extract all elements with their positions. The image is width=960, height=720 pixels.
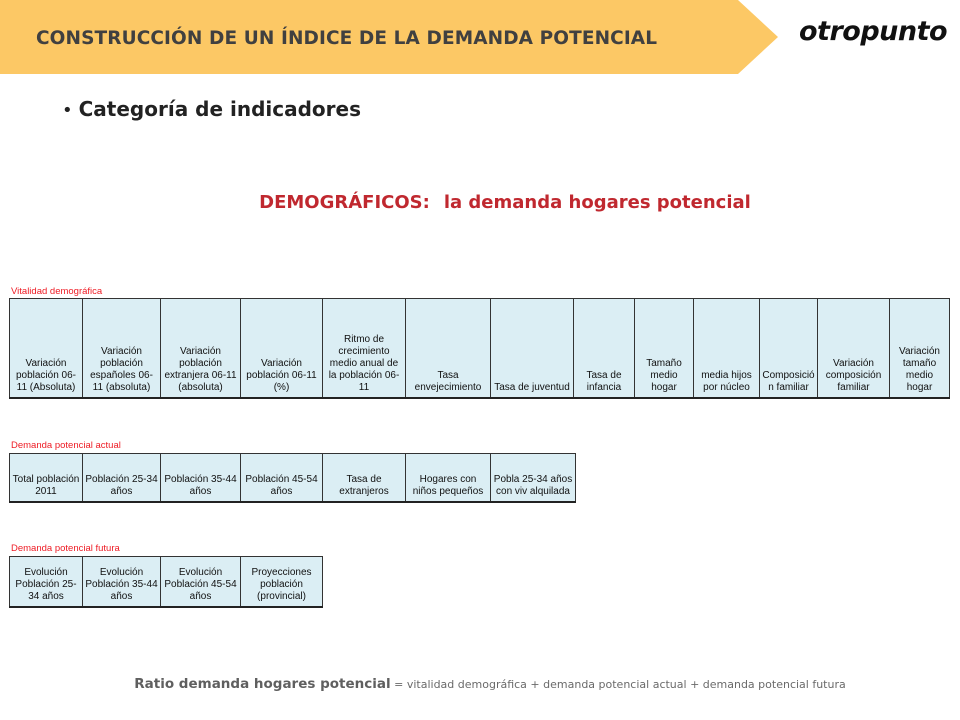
actual-cell: Población 25-34 años xyxy=(83,454,161,503)
subtitle-category: DEMOGRÁFICOS: xyxy=(259,192,430,213)
futura-cell: Proyecciones población (provincial) xyxy=(241,557,323,608)
futura-cell: Evolución Población 35-44 años xyxy=(83,557,161,608)
vitalidad-cell: Tasa envejecimiento xyxy=(406,299,491,399)
vitalidad-cell: Variación composición familiar xyxy=(818,299,890,399)
vitalidad-cell: Tasa de juventud xyxy=(491,299,574,399)
vitalidad-table xyxy=(9,298,950,399)
vitalidad-cell: Variación población españoles 06-11 (absoluta) xyxy=(83,299,161,399)
actual-cell: Tasa de extranjeros xyxy=(323,454,406,503)
footer-formula xyxy=(0,676,960,692)
bullet-icon: • xyxy=(62,100,73,121)
vitalidad-cell: Variación población 06-11 (%) xyxy=(241,299,323,399)
actual-cell: Población 45-54 años xyxy=(241,454,323,503)
brand-logo: otropunto xyxy=(799,16,948,47)
vitalidad-cell: Variación tamaño medio hogar xyxy=(890,299,950,399)
futura-table xyxy=(9,556,323,608)
actual-table xyxy=(9,453,576,503)
actual-cell: Total población 2011 xyxy=(10,454,83,503)
actual-cell: Hogares con niños pequeños xyxy=(406,454,491,503)
vitalidad-cell: Ritmo de crecimiento medio anual de la población 06-11 xyxy=(323,299,406,399)
futura-cell: Evolución Población 25-34 años xyxy=(10,557,83,608)
vitalidad-cell: Variación población extranjera 06-11 (absoluta) xyxy=(161,299,241,399)
bullet-text: Categoría de indicadores xyxy=(78,97,362,121)
vitalidad-cell: Tamaño medio hogar xyxy=(635,299,694,399)
header-banner xyxy=(0,0,780,74)
actual-cell: Pobla 25-34 años con viv alquilada xyxy=(491,454,576,503)
page-title: CONSTRUCCIÓN DE UN ÍNDICE DE LA DEMANDA POTENCIAL xyxy=(36,28,658,49)
vitalidad-cell: Variación población 06-11 (Absoluta) xyxy=(10,299,83,399)
footer-formula-term: Ratio demanda hogares potencial xyxy=(134,676,391,692)
footer-formula-definition: = vitalidad demográfica + demanda potencial actual + demanda potencial futura xyxy=(390,678,846,691)
actual-label: Demanda potencial actual xyxy=(11,440,121,451)
futura-cell: Evolución Población 45-54 años xyxy=(161,557,241,608)
vitalidad-label: Vitalidad demográfica xyxy=(11,286,103,297)
bullet-heading xyxy=(62,97,361,121)
vitalidad-cell: Tasa de infancia xyxy=(574,299,635,399)
section-subtitle xyxy=(0,192,960,213)
vitalidad-cell: Composición familiar xyxy=(760,299,818,399)
actual-cell: Población 35-44 años xyxy=(161,454,241,503)
futura-label: Demanda potencial futura xyxy=(11,543,120,554)
subtitle-description: la demanda hogares potencial xyxy=(443,192,751,213)
vitalidad-cell: media hijos por núcleo xyxy=(694,299,760,399)
